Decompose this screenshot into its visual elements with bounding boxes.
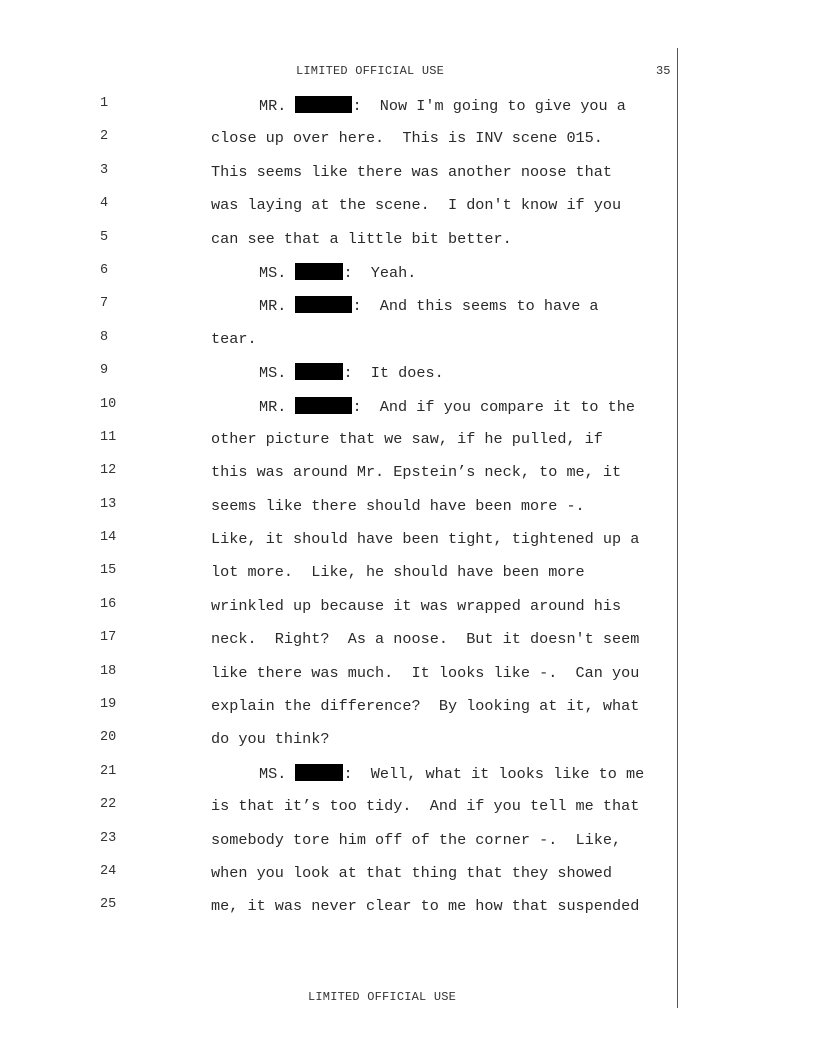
redaction-block bbox=[295, 397, 352, 414]
line-text bbox=[259, 96, 626, 115]
spoken-text: : It does. bbox=[343, 364, 444, 383]
transcript-line bbox=[0, 760, 816, 793]
line-number: 14 bbox=[100, 530, 117, 546]
transcript-line bbox=[0, 292, 816, 325]
line-text: like there was much. It looks like -. Can you bbox=[211, 663, 640, 682]
spoken-text: : And this seems to have a bbox=[352, 297, 599, 316]
line-number: 7 bbox=[100, 296, 109, 312]
line-number: 1 bbox=[100, 96, 109, 111]
line-number: 22 bbox=[100, 797, 117, 813]
spoken-text: : Well, what it looks like to me bbox=[343, 764, 645, 783]
transcript-line bbox=[0, 793, 816, 826]
line-text: lot more. Like, he should have been more bbox=[211, 563, 585, 582]
transcript-line bbox=[0, 526, 816, 559]
line-text: tear. bbox=[211, 329, 257, 348]
line-text: is that it’s too tidy. And if you tell me that bbox=[211, 797, 640, 816]
line-text bbox=[259, 397, 635, 416]
transcript-line bbox=[0, 393, 816, 426]
transcript-line bbox=[0, 726, 816, 759]
spoken-text: : Yeah. bbox=[343, 263, 417, 282]
transcript-lines bbox=[0, 92, 816, 927]
line-text: seems like there should have been more -. bbox=[211, 496, 585, 515]
line-text: was laying at the scene. I don't know if you bbox=[211, 196, 622, 215]
transcript-line bbox=[0, 626, 816, 659]
line-number: 16 bbox=[100, 596, 117, 612]
redaction-block bbox=[295, 363, 343, 380]
speaker-label: MR. bbox=[259, 397, 287, 416]
line-text: neck. Right? As a noose. But it doesn't seem bbox=[211, 630, 640, 649]
transcript-line bbox=[0, 693, 816, 726]
transcript-line bbox=[0, 860, 816, 893]
speaker-label: MR. bbox=[259, 97, 287, 115]
transcript-line bbox=[0, 125, 816, 158]
line-text: can see that a little bit better. bbox=[211, 229, 512, 248]
line-text: do you think? bbox=[211, 730, 330, 749]
line-number: 12 bbox=[100, 463, 117, 479]
speaker-label: MS. bbox=[259, 764, 287, 783]
line-number: 2 bbox=[100, 129, 109, 145]
speaker-label: MS. bbox=[259, 364, 287, 383]
redaction-block bbox=[295, 263, 343, 280]
line-text: wrinkled up because it was wrapped around his bbox=[211, 596, 622, 615]
line-text: this was around Mr. Epstein’s neck, to me, it bbox=[211, 463, 622, 482]
redaction-block bbox=[295, 764, 343, 781]
line-number: 3 bbox=[100, 162, 109, 178]
line-number: 18 bbox=[100, 663, 117, 679]
transcript-line bbox=[0, 493, 816, 526]
line-number: 17 bbox=[100, 630, 117, 646]
line-number: 23 bbox=[100, 830, 117, 846]
line-number: 9 bbox=[100, 363, 109, 379]
line-number: 20 bbox=[100, 730, 117, 746]
transcript-line bbox=[0, 359, 816, 392]
line-text: close up over here. This is INV scene 015. bbox=[211, 129, 603, 148]
line-text: when you look at that thing that they showed bbox=[211, 863, 613, 882]
transcript-line bbox=[0, 893, 816, 926]
transcript-line bbox=[0, 593, 816, 626]
redaction-block bbox=[295, 96, 352, 113]
transcript-line bbox=[0, 259, 816, 292]
line-text bbox=[259, 764, 644, 783]
transcript-line bbox=[0, 92, 816, 125]
line-text: somebody tore him off of the corner -. Like, bbox=[211, 830, 622, 849]
line-text: explain the difference? By looking at it, what bbox=[211, 697, 640, 716]
line-number: 6 bbox=[100, 262, 109, 278]
speaker-label: MR. bbox=[259, 297, 287, 316]
spoken-text: : Now I'm going to give you a bbox=[352, 97, 626, 115]
line-number: 25 bbox=[100, 897, 117, 913]
transcript-line bbox=[0, 326, 816, 359]
line-text bbox=[259, 296, 599, 315]
redaction-block bbox=[295, 296, 352, 313]
line-number: 10 bbox=[100, 396, 117, 412]
line-number: 15 bbox=[100, 563, 117, 579]
speaker-label: MS. bbox=[259, 263, 287, 282]
page-footer: LIMITED OFFICIAL USE bbox=[308, 990, 457, 1004]
line-number: 11 bbox=[100, 429, 117, 445]
line-number: 5 bbox=[100, 229, 109, 245]
line-number: 24 bbox=[100, 863, 117, 879]
line-text bbox=[259, 263, 416, 282]
line-number: 8 bbox=[100, 329, 109, 345]
line-number: 21 bbox=[100, 763, 117, 779]
transcript-line bbox=[0, 660, 816, 693]
transcript-line bbox=[0, 426, 816, 459]
spoken-text: : And if you compare it to the bbox=[352, 397, 636, 416]
line-number: 13 bbox=[100, 496, 117, 512]
line-text bbox=[259, 363, 444, 382]
line-text: other picture that we saw, if he pulled, if bbox=[211, 429, 603, 448]
transcript-line bbox=[0, 159, 816, 192]
line-text: Like, it should have been tight, tightened up a bbox=[211, 530, 640, 549]
page-number: 35 bbox=[656, 64, 671, 78]
line-text: me, it was never clear to me how that suspended bbox=[211, 897, 640, 916]
line-text: This seems like there was another noose that bbox=[211, 162, 613, 181]
transcript-line bbox=[0, 192, 816, 225]
transcript-line bbox=[0, 827, 816, 860]
line-number: 19 bbox=[100, 697, 117, 713]
transcript-line bbox=[0, 226, 816, 259]
transcript-line bbox=[0, 459, 816, 492]
line-number: 4 bbox=[100, 196, 109, 212]
transcript-line bbox=[0, 559, 816, 592]
page-header: LIMITED OFFICIAL USE bbox=[296, 64, 445, 78]
